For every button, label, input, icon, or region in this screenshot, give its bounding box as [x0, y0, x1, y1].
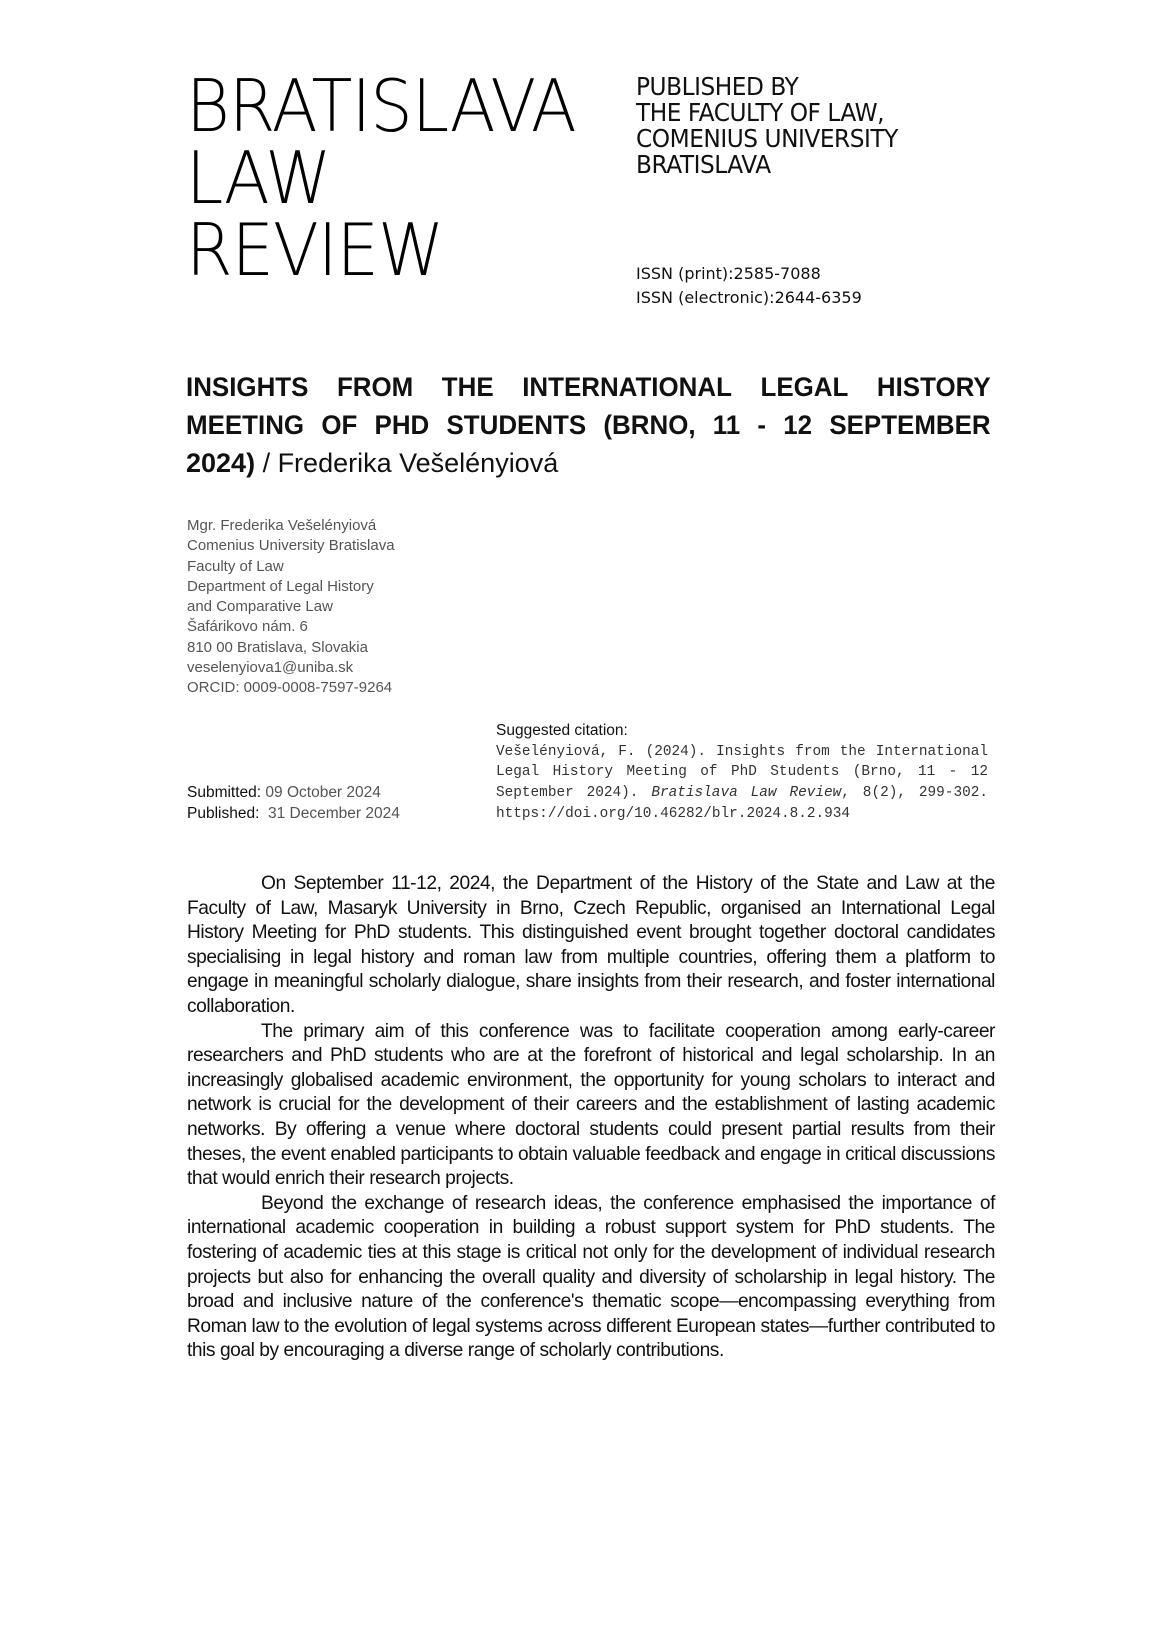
- title-word: INTERNATIONAL: [522, 372, 732, 402]
- article-body: [187, 872, 995, 1364]
- citation-doi-link[interactable]: https://doi.org/10.46282/blr.2024.8.2.934: [496, 805, 851, 822]
- title-word: 12: [783, 410, 813, 440]
- title-word: INSIGHTS: [186, 372, 309, 402]
- publisher-line: COMENIUS UNIVERSITY: [636, 124, 898, 153]
- body-paragraph: The primary aim of this conference was to facilitate cooperation among early-career researchers and PhD students who are at the forefront of historical and legal scholarship. In an increasingly globalised academic environment, the opportunity for young scholars to interact and network is crucial for the development of their careers and the establishment of lasting academic networks. By offering a venue where doctoral students could present partial results from their theses, the event enabled participants to obtain valuable feedback and engage in critical discussions that would enrich their research projects.: [187, 1020, 995, 1190]
- title-line-2: [186, 406, 991, 444]
- title-year: 2024): [186, 448, 256, 478]
- body-paragraph: On September 11-12, 2024, the Department of the History of the State and Law at the Faculty of Law, Masaryk University in Brno, Czech Republic, organised an International Legal History Meeting for PhD students. This distinguished event brought together doctoral candidates specialising in legal history and roman law from multiple countries, offering them a platform to engage in meaningful scholarly dialogue, share insights from their research, and foster international collaboration.: [187, 873, 995, 1017]
- author-affiliation: [187, 516, 395, 699]
- title-word: FROM: [336, 372, 414, 402]
- title-word: -: [757, 410, 767, 440]
- title-word: LEGAL: [760, 372, 849, 402]
- author-name: Mgr. Frederika Vešelényiová: [187, 517, 377, 534]
- article-title: [186, 368, 992, 482]
- issn-electronic: ISSN (electronic):2644-6359: [636, 288, 862, 307]
- title-word: 11: [712, 410, 741, 440]
- title-word: MEETING: [186, 410, 305, 440]
- publisher-line: THE FACULTY OF LAW,: [636, 98, 885, 127]
- title-word: (BRNO,: [603, 410, 696, 440]
- title-word: STUDENTS: [446, 410, 587, 440]
- author-email[interactable]: veselenyiova1@uniba.sk: [187, 659, 354, 677]
- journal-title-line: REVIEW: [186, 208, 444, 292]
- publication-dates: [187, 782, 400, 824]
- journal-title-line: BRATISLAVA: [186, 64, 576, 148]
- affiliation-department: Department of Legal History: [187, 577, 374, 595]
- title-word: THE: [441, 372, 494, 402]
- issn-print: ISSN (print):2585-7088: [636, 264, 821, 283]
- title-line-1: [186, 368, 991, 406]
- citation-heading: Suggested citation:: [496, 722, 628, 739]
- title-author: / Frederika Vešelényiová: [255, 448, 559, 478]
- published-date: Published: 31 December 2024: [187, 805, 400, 822]
- submitted-date: Submitted: 09 October 2024: [187, 784, 381, 801]
- publisher-line: BRATISLAVA: [636, 150, 771, 179]
- title-word: HISTORY: [876, 372, 991, 402]
- issn-block: [636, 262, 862, 310]
- journal-title: [186, 64, 605, 292]
- title-line-3: [186, 444, 992, 482]
- publisher-statement: [636, 74, 898, 178]
- citation-journal: Bratislava Law Review: [651, 785, 842, 802]
- title-word: PHD: [374, 410, 430, 440]
- publisher-line: PUBLISHED BY: [636, 72, 799, 101]
- affiliation-university: Comenius University Bratislava: [187, 537, 395, 555]
- title-word: SEPTEMBER: [829, 410, 991, 440]
- affiliation-street: Šafárikovo nám. 6: [187, 618, 308, 636]
- affiliation-faculty: Faculty of Law: [187, 557, 284, 575]
- journal-title-line: LAW: [186, 136, 331, 220]
- author-orcid: ORCID: 0009-0008-7597-9264: [187, 679, 393, 697]
- citation-text: Vešelényiová, F. (2024). Insights from the International Legal History Meeting of PhD Students (Brno, 11 - 12 September 2024). Bratislava Law Review, 8(2), 299-302. https://doi.org/10.46282/blr.2024.8.2.934: [496, 743, 988, 822]
- affiliation-department-cont: and Comparative Law: [187, 598, 333, 616]
- body-paragraph: Beyond the exchange of research ideas, the conference emphasised the importance of international academic cooperation in building a robust support system for PhD students. The fostering of academic ties at this stage is critical not only for the development of individual research projects but also for enhancing the overall quality and diversity of scholarship in legal history. The broad and inclusive nature of the conference's thematic scope—encompassing everything from Roman law to the evolution of legal systems across different European states—further contributed to this goal by encouraging a diverse range of scholarly contributions.: [187, 1192, 995, 1362]
- affiliation-city: 810 00 Bratislava, Slovakia: [187, 638, 368, 656]
- title-word: OF: [321, 410, 358, 440]
- suggested-citation: [496, 721, 988, 825]
